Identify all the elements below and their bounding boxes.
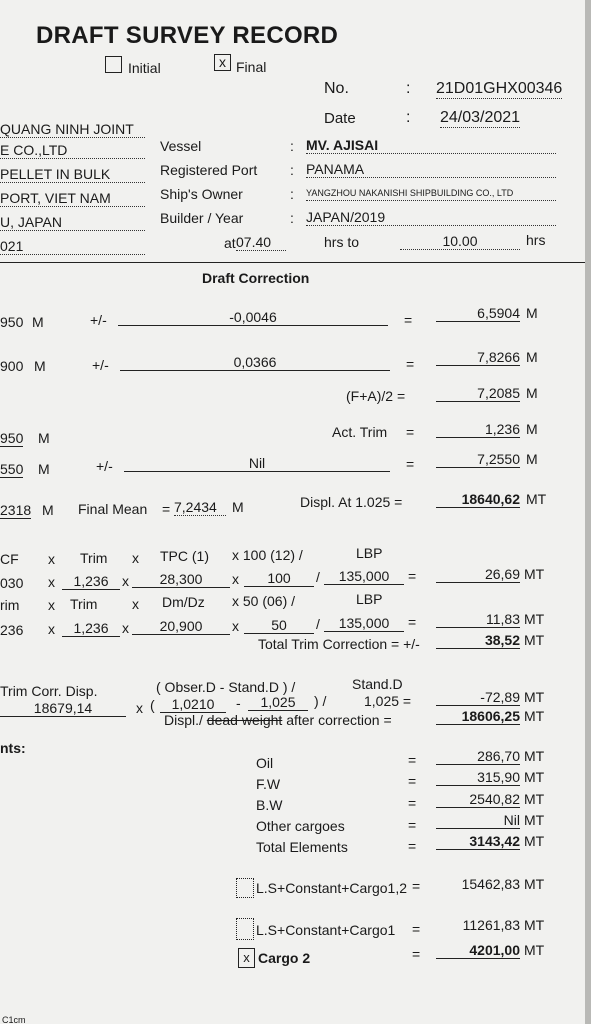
draft-3: 950 <box>0 430 24 446</box>
registered-port-label: Registered Port <box>160 162 258 178</box>
correction-2: 0,0366 <box>120 354 390 371</box>
oil-eq: = <box>408 752 417 768</box>
mean-left: 2318 <box>0 502 32 518</box>
trim-r1-x3: x <box>232 571 239 587</box>
trim-r1-unit: MT <box>524 566 545 582</box>
after-correction-label <box>164 712 392 728</box>
trim-r2-slash: / <box>316 616 320 632</box>
trim-r1-d: 100 <box>244 570 314 587</box>
trim-r1-x1: x <box>48 574 55 590</box>
after-correction-unit: MT <box>524 708 545 724</box>
density-x: x <box>136 700 143 716</box>
bw-value: 2540,82 <box>436 791 520 808</box>
open-paren: ( <box>150 697 155 713</box>
total-elements-unit: MT <box>524 833 545 849</box>
trim-r2-c: 20,900 <box>132 618 230 635</box>
left-line-4: PORT, VIET NAM <box>0 190 145 207</box>
trim-r2-a: 236 <box>0 622 24 638</box>
oil-label: Oil <box>256 755 274 771</box>
trim-r2-e: 135,000 <box>324 615 404 632</box>
ships-owner-label: Ship's Owner <box>160 186 243 202</box>
section-divider <box>0 262 585 263</box>
trim-h2-c: Dm/Dz <box>162 594 205 610</box>
trim-r1-c: 28,300 <box>132 571 230 588</box>
trim-r2-x2: x <box>122 620 129 636</box>
bw-label: B.W <box>256 797 283 813</box>
fa-unit: M <box>526 385 538 401</box>
trim-h1-x1: x <box>48 551 55 567</box>
cargo-1-label: L.S+Constant+Cargo1 <box>256 922 396 938</box>
after-correction-value: 18606,25 <box>436 708 520 725</box>
final-mean-value: 7,2434 <box>174 499 226 516</box>
cargo-2-unit: MT <box>524 942 545 958</box>
trim-h1-c: TPC (1) <box>160 548 209 564</box>
trim-r1-eq: = <box>408 568 417 584</box>
displ-unit: MT <box>526 491 547 507</box>
fw-value: 315,90 <box>436 769 520 786</box>
fa-label: (F+A)/2 = <box>346 388 406 404</box>
owner-colon: : <box>290 186 294 202</box>
displ-label: Displ. At 1.025 = <box>300 494 403 510</box>
left-line-5: U, JAPAN <box>0 214 145 231</box>
cargo-12-value: 15462,83 <box>461 876 520 892</box>
draft-correction-title: Draft Correction <box>202 270 310 286</box>
total-trim-label: Total Trim Correction = +/- <box>258 636 420 652</box>
density-result: -72,89 <box>436 689 520 706</box>
registered-port-value: PANAMA <box>306 161 556 178</box>
act-trim-label: Act. Trim <box>332 424 388 440</box>
correction-1: -0,0046 <box>118 309 388 326</box>
after-strike: dead weight <box>206 712 283 728</box>
density-formula: ( Obser.D - Stand.D ) / <box>156 679 296 695</box>
builder-year-value: JAPAN/2019 <box>306 209 556 226</box>
vessel-colon: : <box>290 138 294 154</box>
trim-r2-unit: MT <box>524 611 545 627</box>
act-trim-value: 1,236 <box>436 421 520 438</box>
cargo-1-checkbox[interactable] <box>236 918 254 940</box>
displ-value: 18640,62 <box>436 491 520 508</box>
trim-r2-result: 11,83 <box>436 611 520 628</box>
port-colon: : <box>290 162 294 178</box>
after-suffix: after correction = <box>286 712 392 728</box>
total-elements-value: 3143,42 <box>436 833 520 850</box>
at-label: at <box>224 235 236 251</box>
trim-r1-slash: / <box>316 569 320 585</box>
mean-left-unit: M <box>42 502 54 518</box>
final-checkbox[interactable]: x <box>214 54 231 71</box>
trim-r1-x2: x <box>122 573 129 589</box>
total-elements-label: Total Elements <box>256 839 348 855</box>
oil-value: 286,70 <box>436 748 520 765</box>
date-colon: : <box>406 109 411 126</box>
vessel-label: Vessel <box>160 138 202 154</box>
vessel-value: MV. AJISAI <box>306 137 556 154</box>
draft-3-unit: M <box>38 430 50 446</box>
hrs-to-label: hrs to <box>324 234 360 250</box>
footer-mark: C1cm <box>2 1015 26 1024</box>
density-minus: - <box>236 695 241 711</box>
stand-d-label: Stand.D <box>352 676 403 692</box>
trim-h2-d: x 50 (06) / <box>232 593 296 609</box>
standard-density: 1,025 <box>248 694 308 711</box>
at-value: 07.40 <box>236 234 286 251</box>
eq-2: = <box>406 356 415 372</box>
date-label: Date <box>324 110 356 127</box>
other-cargoes-unit: MT <box>524 812 545 828</box>
date-value: 24/03/2021 <box>440 109 521 126</box>
cargo-12-unit: MT <box>524 876 545 892</box>
draft-4-unit: M <box>38 461 50 477</box>
builder-colon: : <box>290 210 294 226</box>
trim-h1-b: Trim <box>80 550 108 566</box>
hrs-label: hrs <box>526 232 546 248</box>
cargo-2-checkbox[interactable]: x <box>238 948 255 968</box>
trim-r1-a: 030 <box>0 575 24 591</box>
draft-1-unit: M <box>32 314 44 330</box>
left-line-6: 021 <box>0 238 145 255</box>
correction-4: Nil <box>124 455 390 472</box>
fw-label: F.W <box>256 776 281 792</box>
fa-value: 7,2085 <box>436 385 520 402</box>
pm-4: +/- <box>96 458 113 474</box>
page-edge-shadow <box>585 0 591 1024</box>
fw-eq: = <box>408 773 417 789</box>
trim-h2-e: LBP <box>356 591 383 607</box>
cargo-1-value: 11261,83 <box>462 917 520 933</box>
result-2: 7,8266 <box>436 349 520 366</box>
final-mean-label: Final Mean <box>78 501 148 517</box>
draft-2: 900 <box>0 358 24 374</box>
result-4-unit: M <box>526 451 538 467</box>
eq-1: = <box>404 312 413 328</box>
builder-year-label: Builder / Year <box>160 210 244 226</box>
cargo-1-eq: = <box>412 921 421 937</box>
trim-r1-result: 26,69 <box>436 566 520 583</box>
result-1-unit: M <box>526 305 538 321</box>
pm-1: +/- <box>90 312 107 328</box>
trim-corr-disp-label: Trim Corr. Disp. <box>0 683 98 699</box>
result-4: 7,2550 <box>436 451 520 468</box>
trim-r2-eq: = <box>408 614 417 630</box>
trim-corr-disp-value: 18679,14 <box>0 700 126 717</box>
trim-h2-a: rim <box>0 597 20 613</box>
to-value: 10.00 <box>400 233 520 250</box>
trim-h2-x1: x <box>48 597 55 613</box>
eq-4: = <box>406 456 415 472</box>
final-mean-eq: = <box>162 501 171 517</box>
cargo-2-label: Cargo 2 <box>258 950 311 966</box>
page-title: DRAFT SURVEY RECORD <box>36 22 339 49</box>
draft-4: 550 <box>0 461 24 477</box>
trim-h1-d: x 100 (12) / <box>232 547 303 563</box>
no-colon: : <box>406 80 411 97</box>
trim-r1-b: 1,236 <box>62 573 120 590</box>
other-cargoes-eq: = <box>408 817 417 833</box>
density-close: ) / <box>314 693 327 709</box>
density-result-unit: MT <box>524 689 545 705</box>
cargo-2-eq: = <box>412 946 421 962</box>
trim-r2-d: 50 <box>244 617 314 634</box>
observed-density: 1,0210 <box>160 696 226 713</box>
other-cargoes-label: Other cargoes <box>256 818 345 834</box>
no-label: No. <box>324 80 349 97</box>
trim-r2-x3: x <box>232 618 239 634</box>
cargo-1-unit: MT <box>524 917 545 933</box>
left-line-2: E CO.,LTD <box>0 142 145 159</box>
act-trim-eq: = <box>406 424 415 440</box>
final-mean-unit: M <box>232 499 244 515</box>
trim-h1-x2: x <box>132 550 139 566</box>
cargo-12-label: L.S+Constant+Cargo1,2 <box>256 880 407 896</box>
draft-1: 950 <box>0 314 24 330</box>
act-trim-unit: M <box>526 421 538 437</box>
no-value: 21D01GHX00346 <box>436 80 563 97</box>
result-1: 6,5904 <box>436 305 520 322</box>
fw-unit: MT <box>524 769 545 785</box>
total-elements-eq: = <box>408 838 417 854</box>
final-label: Final <box>236 59 267 75</box>
trim-r1-e: 135,000 <box>324 568 404 585</box>
other-cargoes-value: Nil <box>436 812 520 829</box>
cargo-12-eq: = <box>412 878 421 894</box>
oil-unit: MT <box>524 748 545 764</box>
draft-2-unit: M <box>34 358 46 374</box>
result-2-unit: M <box>526 349 538 365</box>
trim-r2-b: 1,236 <box>62 620 120 637</box>
bw-eq: = <box>408 795 417 811</box>
trim-h1-e: LBP <box>356 545 383 561</box>
total-trim-unit: MT <box>524 632 545 648</box>
ships-owner-value: YANGZHOU NAKANISHI SHIPBUILDING CO., LTD <box>306 186 556 201</box>
trim-h1-a: CF <box>0 551 19 567</box>
standard-density-den: 1,025 = <box>364 693 412 709</box>
cargo-2-value: 4201,00 <box>436 942 520 959</box>
after-prefix: Displ./ <box>164 712 203 728</box>
cargo-12-checkbox[interactable] <box>236 878 254 898</box>
initial-label: Initial <box>128 60 161 76</box>
bw-unit: MT <box>524 791 545 807</box>
trim-r2-x1: x <box>48 621 55 637</box>
initial-checkbox[interactable] <box>105 56 122 73</box>
trim-h2-x2: x <box>132 596 139 612</box>
pm-2: +/- <box>92 357 109 373</box>
trim-h2-b: Trim <box>70 596 98 612</box>
total-trim-value: 38,52 <box>436 632 520 649</box>
left-line-1: QUANG NINH JOINT <box>0 121 145 138</box>
left-line-3: PELLET IN BULK <box>0 166 145 183</box>
elements-label: nts: <box>0 740 26 756</box>
